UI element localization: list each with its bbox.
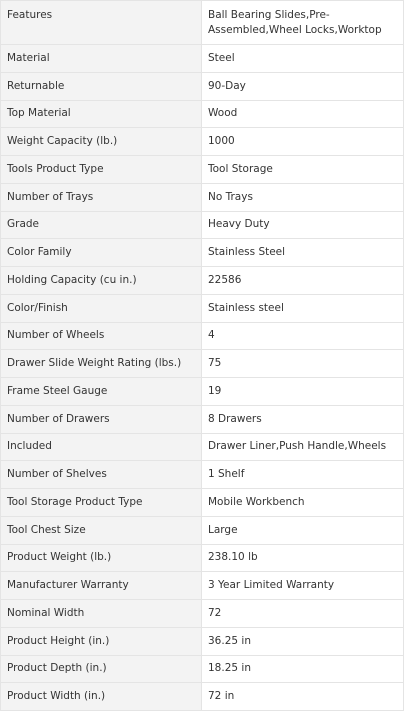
spec-value: 72 in: [202, 683, 404, 711]
spec-row: [1, 211, 404, 239]
spec-value: 72: [202, 600, 404, 628]
spec-row: [1, 128, 404, 156]
spec-row: [1, 239, 404, 267]
spec-value: Stainless steel: [202, 294, 404, 322]
spec-label: Material: [1, 45, 202, 73]
spec-label: Returnable: [1, 72, 202, 100]
spec-value: Large: [202, 516, 404, 544]
spec-label: Color Family: [1, 239, 202, 267]
spec-label: Number of Drawers: [1, 405, 202, 433]
spec-row: [1, 350, 404, 378]
spec-row: [1, 544, 404, 572]
spec-row: [1, 100, 404, 128]
spec-value: Wood: [202, 100, 404, 128]
spec-label: Tools Product Type: [1, 156, 202, 184]
spec-value: 19: [202, 378, 404, 406]
spec-label: Top Material: [1, 100, 202, 128]
spec-row: [1, 378, 404, 406]
spec-value: No Trays: [202, 183, 404, 211]
spec-label: Product Weight (lb.): [1, 544, 202, 572]
spec-row: [1, 72, 404, 100]
spec-row: [1, 627, 404, 655]
spec-label: Product Height (in.): [1, 627, 202, 655]
spec-value: Tool Storage: [202, 156, 404, 184]
spec-row: [1, 267, 404, 295]
spec-row: [1, 489, 404, 517]
specifications-body: [1, 1, 404, 711]
spec-value: 36.25 in: [202, 627, 404, 655]
spec-label: Product Width (in.): [1, 683, 202, 711]
spec-label: Included: [1, 433, 202, 461]
spec-label: Features: [1, 1, 202, 45]
spec-row: [1, 322, 404, 350]
spec-value: Heavy Duty: [202, 211, 404, 239]
spec-value: Ball Bearing Slides,Pre-Assembled,Wheel Locks,Worktop: [202, 1, 404, 45]
spec-row: [1, 294, 404, 322]
spec-row: [1, 405, 404, 433]
spec-value: Drawer Liner,Push Handle,Wheels: [202, 433, 404, 461]
spec-row: [1, 655, 404, 683]
spec-row: [1, 183, 404, 211]
spec-label: Holding Capacity (cu in.): [1, 267, 202, 295]
spec-value: Stainless Steel: [202, 239, 404, 267]
spec-label: Color/Finish: [1, 294, 202, 322]
spec-label: Weight Capacity (lb.): [1, 128, 202, 156]
spec-label: Number of Shelves: [1, 461, 202, 489]
spec-value: 1000: [202, 128, 404, 156]
spec-label: Frame Steel Gauge: [1, 378, 202, 406]
spec-value: 90-Day: [202, 72, 404, 100]
spec-value: 238.10 lb: [202, 544, 404, 572]
spec-row: [1, 572, 404, 600]
spec-label: Manufacturer Warranty: [1, 572, 202, 600]
spec-row: [1, 516, 404, 544]
spec-row: [1, 683, 404, 711]
spec-label: Number of Trays: [1, 183, 202, 211]
spec-label: Grade: [1, 211, 202, 239]
spec-label: Number of Wheels: [1, 322, 202, 350]
spec-value: 3 Year Limited Warranty: [202, 572, 404, 600]
spec-value: 1 Shelf: [202, 461, 404, 489]
spec-label: Nominal Width: [1, 600, 202, 628]
spec-row: [1, 156, 404, 184]
spec-row: [1, 461, 404, 489]
spec-row: [1, 1, 404, 45]
spec-row: [1, 45, 404, 73]
spec-value: Mobile Workbench: [202, 489, 404, 517]
spec-label: Tool Storage Product Type: [1, 489, 202, 517]
spec-value: 18.25 in: [202, 655, 404, 683]
spec-value: 75: [202, 350, 404, 378]
spec-value: Steel: [202, 45, 404, 73]
spec-value: 4: [202, 322, 404, 350]
spec-value: 8 Drawers: [202, 405, 404, 433]
spec-row: [1, 433, 404, 461]
spec-label: Drawer Slide Weight Rating (lbs.): [1, 350, 202, 378]
spec-row: [1, 600, 404, 628]
spec-value: 22586: [202, 267, 404, 295]
spec-label: Tool Chest Size: [1, 516, 202, 544]
spec-label: Product Depth (in.): [1, 655, 202, 683]
